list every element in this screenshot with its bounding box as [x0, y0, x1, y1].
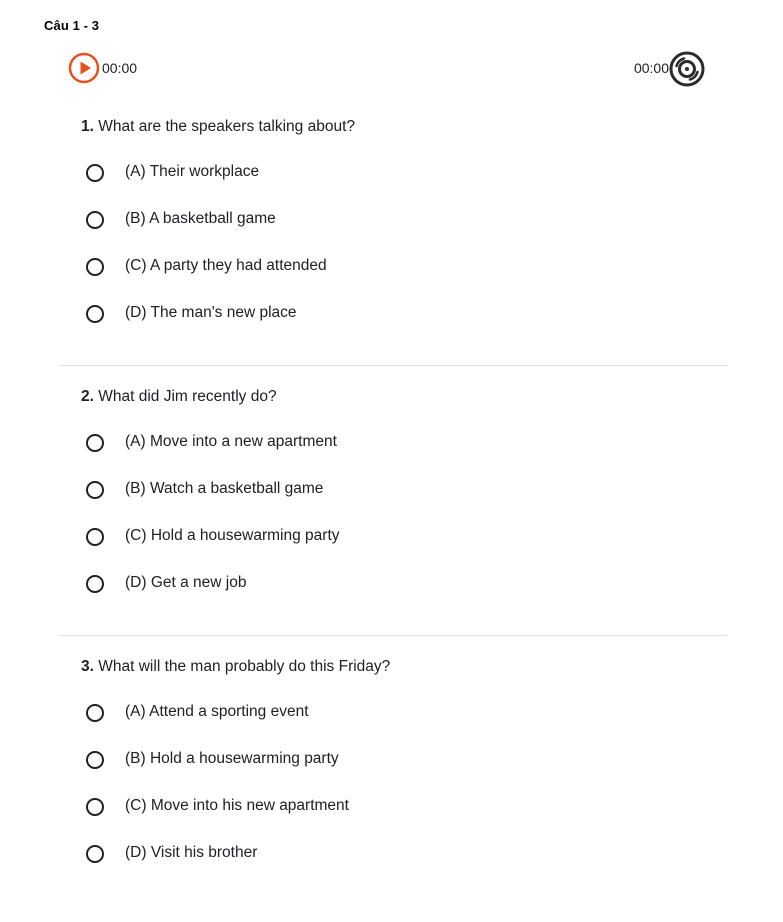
- radio-button[interactable]: [86, 751, 104, 769]
- option-3c[interactable]: [86, 796, 486, 820]
- option-label: (B) Hold a housewarming party: [125, 750, 339, 767]
- question-text: [81, 118, 355, 136]
- option-1a[interactable]: [86, 162, 486, 186]
- option-3a[interactable]: [86, 702, 486, 726]
- option-label: (A) Their workplace: [125, 163, 260, 180]
- option-1d[interactable]: [86, 303, 486, 327]
- radio-button[interactable]: [86, 305, 104, 323]
- option-label: (C) Move into his new apartment: [125, 797, 349, 814]
- radio-button[interactable]: [86, 164, 104, 182]
- option-label: (B) A basketball game: [125, 210, 276, 227]
- disc-icon[interactable]: [668, 50, 706, 88]
- option-1b[interactable]: [86, 209, 486, 233]
- question-text: [81, 388, 277, 406]
- radio-button[interactable]: [86, 434, 104, 452]
- radio-button[interactable]: [86, 481, 104, 499]
- radio-button[interactable]: [86, 845, 104, 863]
- option-2d[interactable]: [86, 573, 486, 597]
- radio-button[interactable]: [86, 575, 104, 593]
- radio-button[interactable]: [86, 211, 104, 229]
- question-prompt: What did Jim recently do?: [98, 388, 277, 405]
- option-label: (A) Attend a sporting event: [125, 703, 309, 720]
- total-time: 00:00: [633, 60, 669, 76]
- option-2b[interactable]: [86, 479, 486, 503]
- current-time: 00:00: [102, 60, 138, 76]
- audio-player: [68, 52, 706, 86]
- radio-button[interactable]: [86, 704, 104, 722]
- option-3d[interactable]: [86, 843, 486, 867]
- question-text: [81, 658, 390, 676]
- option-label: (B) Watch a basketball game: [125, 480, 324, 497]
- radio-button[interactable]: [86, 528, 104, 546]
- option-label: (C) A party they had attended: [125, 257, 327, 274]
- option-2c[interactable]: [86, 526, 486, 550]
- radio-button[interactable]: [86, 258, 104, 276]
- radio-button[interactable]: [86, 798, 104, 816]
- option-label: (D) Visit his brother: [125, 844, 258, 861]
- option-1c[interactable]: [86, 256, 486, 280]
- option-label: (D) The man's new place: [125, 304, 297, 321]
- section-title: Câu 1 - 3: [44, 18, 100, 33]
- divider: [60, 635, 727, 636]
- question-number: 2.: [81, 388, 94, 405]
- play-icon[interactable]: [68, 52, 100, 84]
- divider: [60, 365, 727, 366]
- option-label: (C) Hold a housewarming party: [125, 527, 340, 544]
- option-3b[interactable]: [86, 749, 486, 773]
- question-number: 1.: [81, 118, 94, 135]
- option-label: (D) Get a new job: [125, 574, 247, 591]
- option-2a[interactable]: [86, 432, 486, 456]
- question-prompt: What are the speakers talking about?: [98, 118, 356, 135]
- option-label: (A) Move into a new apartment: [125, 433, 337, 450]
- question-prompt: What will the man probably do this Friday?: [98, 658, 391, 675]
- question-number: 3.: [81, 658, 94, 675]
